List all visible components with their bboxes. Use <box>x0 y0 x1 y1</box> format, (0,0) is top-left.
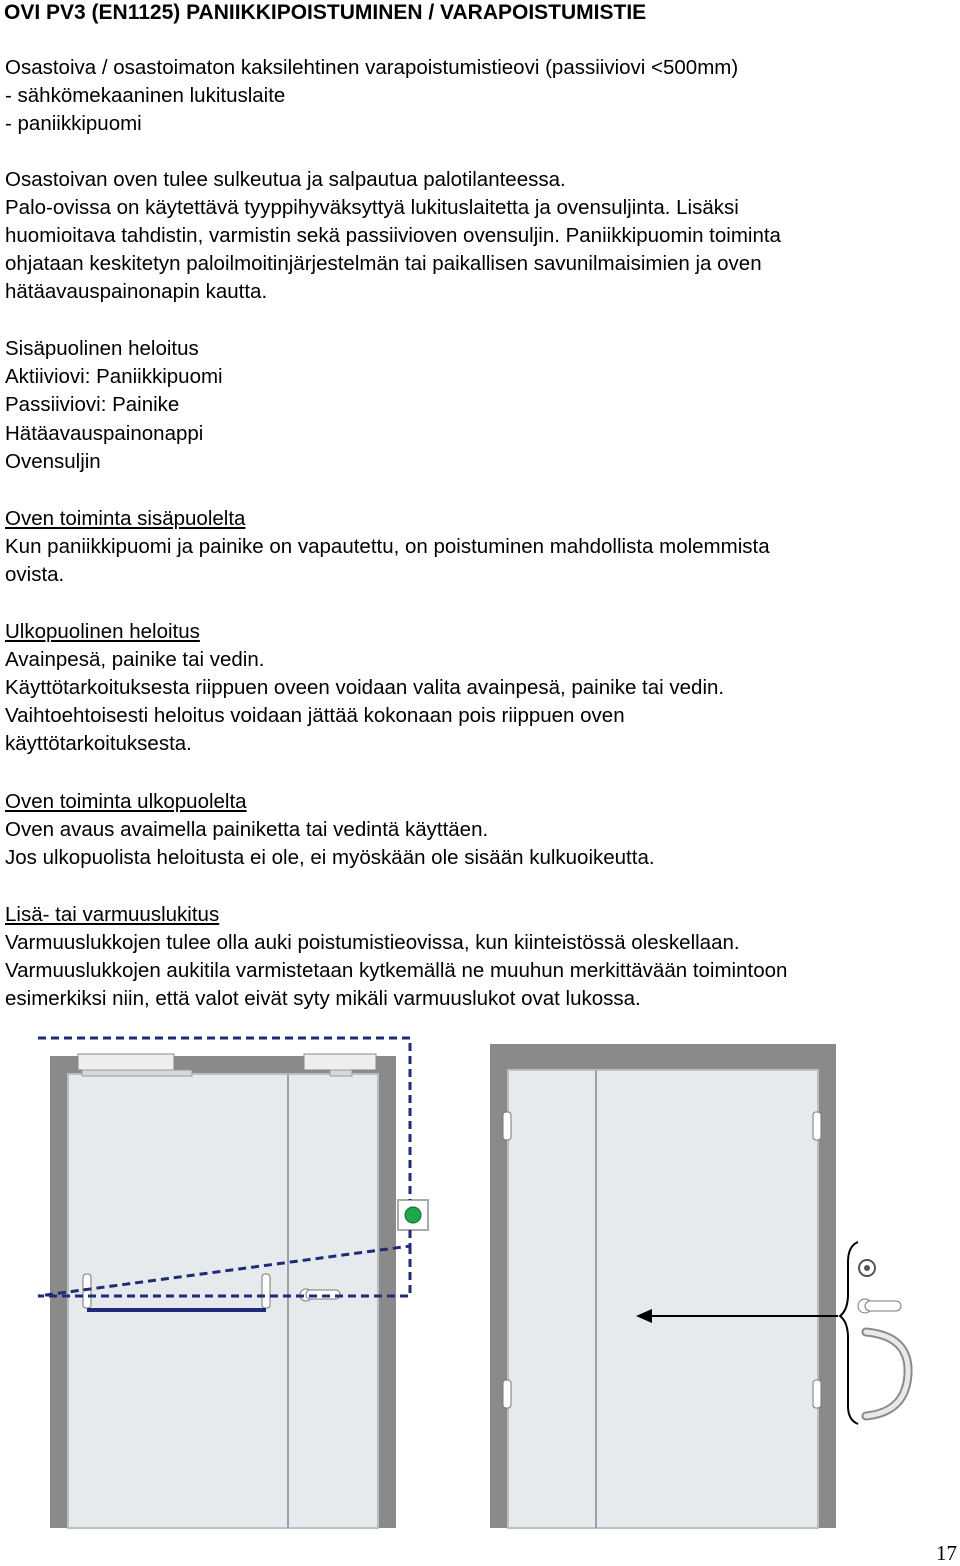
hinge <box>813 1380 821 1408</box>
page-title: OVI PV3 (EN1125) PANIIKKIPOISTUMINEN / VARAPOISTUMISTIE <box>4 1 647 24</box>
options-bracket <box>840 1242 858 1424</box>
section-line: Käyttötarkoituksesta riippuen oveen voidaan valita avainpesä, painike tai vedin. <box>5 676 725 699</box>
para-line: huomioitava tahdistin, varmistin sekä passiivioven ovensuljin. Paniikkipuomin toiminta <box>5 224 781 247</box>
hinge <box>813 1112 821 1140</box>
intro-line: Osastoiva / osastoimaton kaksilehtinen varapoistumistieovi (passiiviovi <500mm) <box>5 56 739 79</box>
passive-door-leaf <box>288 1074 378 1528</box>
section-heading-outside-fittings: Ulkopuolinen heloitus <box>5 620 200 643</box>
inside-fittings-item: Ovensuljin <box>5 450 101 473</box>
section-line: esimerkiksi niin, että valot eivät syty mikäli varmuuslukot ovat lukossa. <box>5 987 641 1010</box>
section-heading-outside-operation: Oven toiminta ulkopuolelta <box>5 790 247 813</box>
door-closer <box>78 1054 174 1070</box>
section-line: Vaihtoehtoisesti heloitus voidaan jättää kokonaan pois riippuen oven <box>5 704 625 727</box>
page-number: 17 <box>936 1541 957 1565</box>
lever-handle-icon <box>865 1301 901 1311</box>
section-line: Oven avaus avaimella painiketta tai vedintä käyttäen. <box>5 818 489 841</box>
outside-door-illustration <box>480 1030 920 1530</box>
section-line: käyttötarkoituksesta. <box>5 732 192 755</box>
emergency-button-green <box>405 1207 421 1223</box>
section-line: Jos ulkopuolista heloitusta ei ole, ei myöskään ole sisään kulkuoikeutta. <box>5 846 655 869</box>
inside-fittings-item: Aktiiviovi: Paniikkipuomi <box>5 365 223 388</box>
inside-door-illustration <box>30 1030 440 1530</box>
intro-bullet: - paniikkipuomi <box>5 112 142 135</box>
panic-bar-mount <box>262 1274 270 1308</box>
active-door-leaf <box>508 1070 596 1528</box>
passive-door-leaf <box>596 1070 818 1528</box>
inside-fittings-item: Hätäavauspainonappi <box>5 422 204 445</box>
door-closer <box>304 1054 376 1070</box>
section-line: ovista. <box>5 563 65 586</box>
para-line: hätäavauspainonapin kautta. <box>5 280 268 303</box>
active-door-leaf <box>68 1074 288 1528</box>
section-heading-inside-operation: Oven toiminta sisäpuolelta <box>5 507 246 530</box>
section-heading-extra-locking: Lisä- tai varmuuslukitus <box>5 903 220 926</box>
inside-fittings-heading: Sisäpuolinen heloitus <box>5 337 199 360</box>
para-line: Osastoivan oven tulee sulkeutua ja salpautua palotilanteessa. <box>5 168 566 191</box>
section-line: Varmuuslukkojen aukitila varmistetaan kytkemällä ne muuhun merkittävään toimintoon <box>5 959 788 982</box>
hinge <box>503 1380 511 1408</box>
para-line: Palo-ovissa on käytettävä tyyppihyväksyttyä lukituslaitetta ja ovensuljinta. Lisäksi <box>5 196 739 219</box>
section-line: Avainpesä, painike tai vedin. <box>5 648 265 671</box>
hinge <box>503 1112 511 1140</box>
para-line: ohjataan keskitetyn paloilmoitinjärjestelmän tai paikallisen savunilmaisimien ja oven <box>5 252 762 275</box>
intro-bullet: - sähkömekaaninen lukituslaite <box>5 84 286 107</box>
inside-fittings-item: Passiiviovi: Painike <box>5 393 180 416</box>
section-line: Kun paniikkipuomi ja painike on vapautettu, on poistuminen mahdollista molemmista <box>5 535 770 558</box>
section-line: Varmuuslukkojen tulee olla auki poistumistieovissa, kun kiinteistössä oleskellaan. <box>5 931 740 954</box>
